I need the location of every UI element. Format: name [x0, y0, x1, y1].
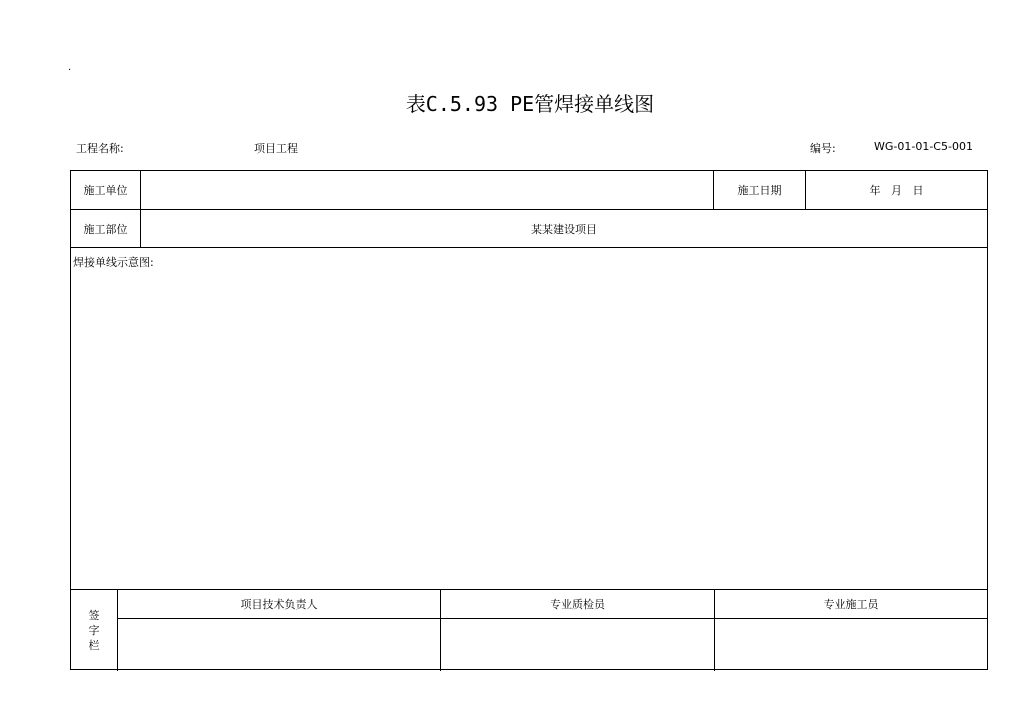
- signer-quality-inspector: 专业质检员: [550, 598, 605, 611]
- construction-unit-label: 施工单位: [83, 184, 128, 197]
- diagram-area[interactable]: [71, 271, 987, 587]
- signature-field-technical-lead[interactable]: [118, 619, 440, 669]
- form-table: [70, 170, 988, 670]
- diagram-label: 焊接单线示意图:: [73, 256, 154, 269]
- construction-date-label: 施工日期: [737, 184, 782, 197]
- construction-date-value[interactable]: 年 月 日: [869, 184, 924, 197]
- signer-construction-worker: 专业施工员: [823, 598, 879, 611]
- page-title: 表C.5.93 PE管焊接单线图: [405, 92, 655, 116]
- signature-char: 签: [88, 609, 100, 622]
- construction-unit-value[interactable]: [141, 171, 713, 209]
- number-label: 编号:: [810, 142, 836, 155]
- construction-part-label: 施工部位: [83, 222, 128, 236]
- corner-mark: .: [68, 62, 72, 73]
- signature-field-quality-inspector[interactable]: [441, 619, 714, 669]
- number-value: WG-01-01-C5-001: [874, 140, 973, 153]
- construction-part-value[interactable]: 某某建设项目: [531, 222, 597, 236]
- project-name-value: 项目工程: [254, 142, 298, 155]
- signature-char: 字: [88, 624, 100, 637]
- row-divider: [71, 247, 987, 248]
- signature-label: [71, 590, 117, 671]
- signer-technical-lead: 项目技术负责人: [240, 598, 318, 611]
- signature-char: 栏: [88, 639, 100, 652]
- signature-field-construction-worker[interactable]: [715, 619, 987, 669]
- project-name-label: 工程名称:: [76, 142, 124, 155]
